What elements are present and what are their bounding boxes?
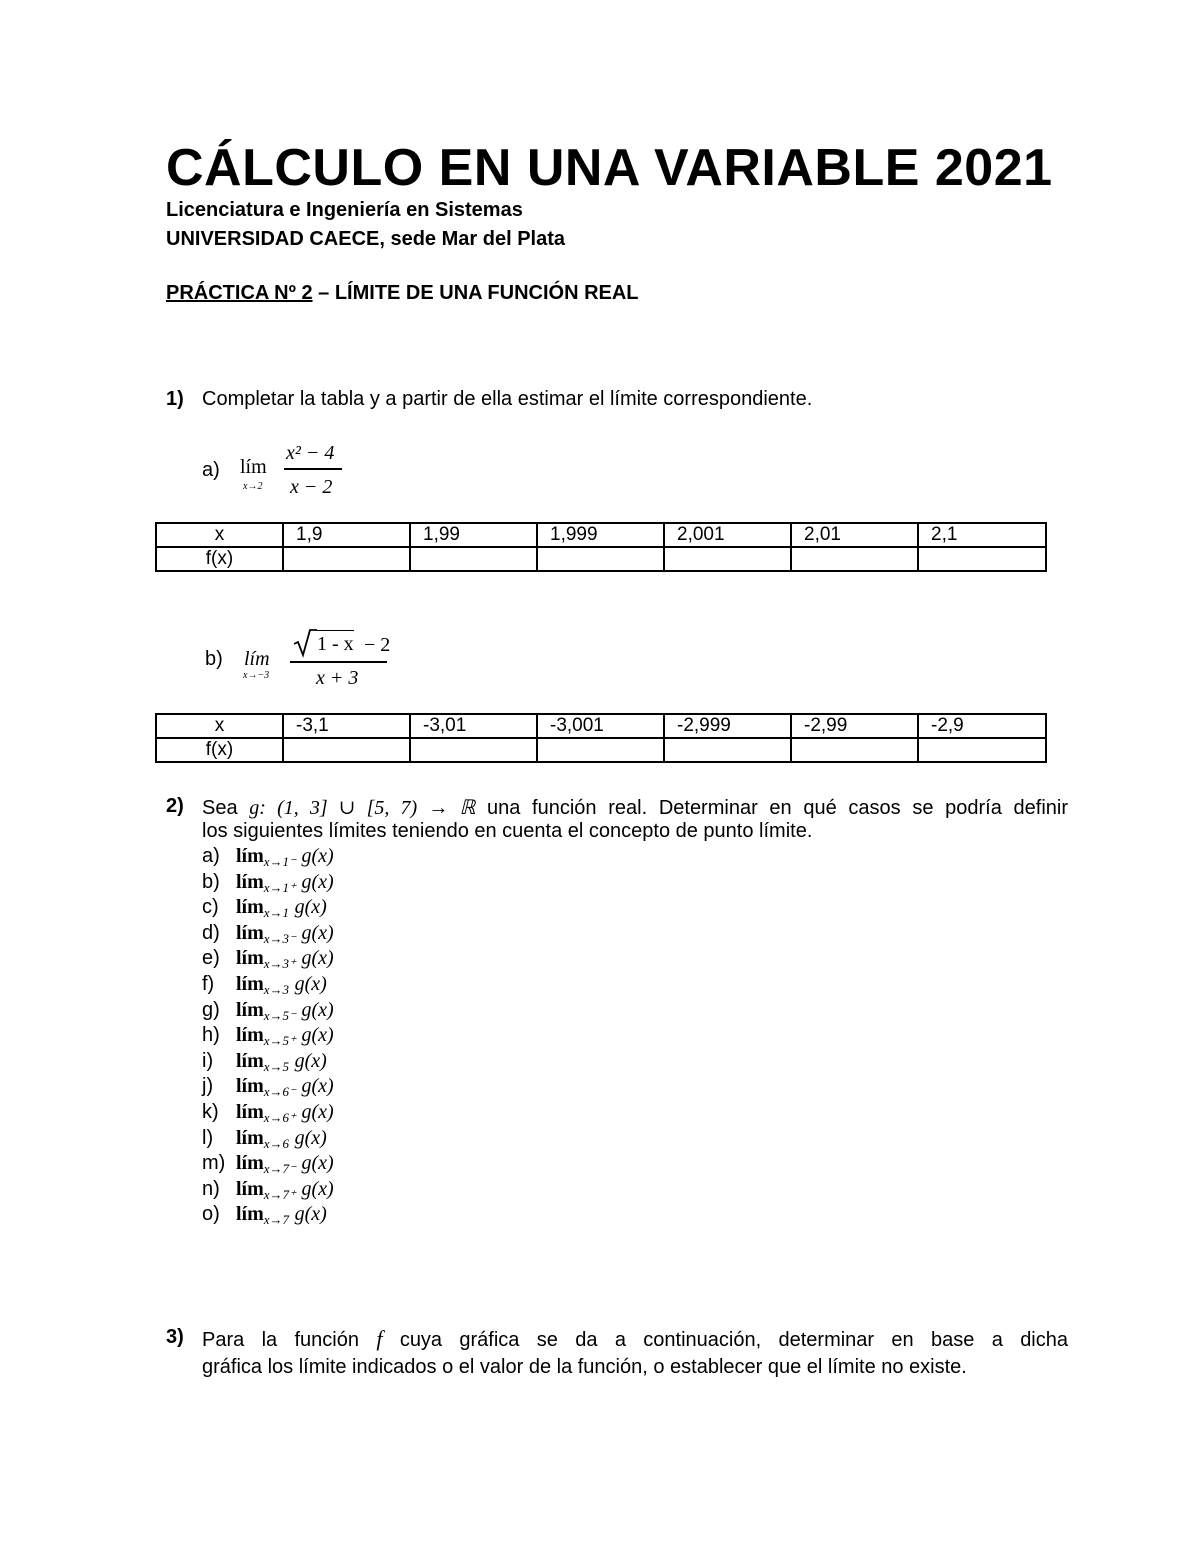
ex1a-x-value: 1,999 [537,523,664,547]
ex1b-x-value: -2,999 [664,714,791,738]
ex1b-fx-cell[interactable] [410,738,537,762]
limit-item-label: l) [202,1126,214,1149]
subtitle-university: UNIVERSIDAD CAECE, sede Mar del Plata [166,228,565,250]
limit-word: lím [236,921,264,944]
ex1a-fx-cell[interactable] [537,547,664,571]
limit-item-label: j) [202,1075,214,1098]
limit-subscript: x→5⁺ [263,1033,296,1049]
limit-item-label: h) [202,1024,220,1047]
ex1b-x-value: -3,001 [537,714,664,738]
subtitle-degree: Licenciatura e Ingeniería en Sistemas [166,199,523,221]
limit-subscript: x→1 [263,905,290,921]
limit-item-label: g) [202,998,220,1021]
table-row [156,714,1046,738]
limit-item-label: m) [202,1152,226,1175]
limit-word: lím [236,1049,264,1072]
exercise-3-line1 [202,1326,1068,1352]
ex1b-lim-sub: x→−3 [243,670,270,681]
table-row [156,523,1046,547]
limit-function: g(x) [301,845,334,867]
ex1b-fx-cell[interactable] [283,738,410,762]
ex1a-numerator: x² − 4 [286,442,335,464]
limit-word: lím [236,947,264,970]
limit-word: lím [236,845,264,867]
ex1b-radicand-text: 1 - x [317,633,354,655]
exercise-3-line2: gráfica los límite indicados o el valor de la función, o establecer que el límite no existe. [202,1356,967,1378]
document-title: CÁLCULO EN UNA VARIABLE 2021 [166,139,1053,197]
ex1a-x-value: 1,9 [283,523,410,547]
limit-item-label: k) [202,1101,219,1123]
limit-subscript: x→1⁻ [263,854,296,869]
ex1b-label: b) [205,648,223,670]
ex1b-numerator-rest: − 2 [364,634,391,656]
limit-subscript: x→6 [263,1135,290,1151]
limit-function: g(x) [301,1075,334,1098]
ex1b-fx-header: f(x) [156,738,283,762]
limit-function: g(x) [301,870,334,893]
ex1b-x-header: x [156,714,283,738]
limit-function: g(x) [301,1024,334,1047]
ex1b-table [155,713,1047,763]
ex1b-radicand [317,630,354,656]
ex1b-lim-word: lím [244,648,270,670]
ex1a-x-value: 2,01 [791,523,918,547]
ex1a-fraction-bar [284,468,342,470]
list-item [202,845,334,869]
limit-function: g(x) [301,1152,334,1175]
list-item [202,1024,334,1048]
limit-word: lím [236,1177,264,1200]
limit-item-label: c) [202,896,219,919]
limit-word: lím [236,973,264,995]
ex2-domain-math: g: (1, 3] ∪ [5, 7) → ℝ [249,797,476,819]
ex1b-x-value: -2,99 [791,714,918,738]
limit-subscript: x→7⁻ [263,1161,296,1177]
exercise-3-number: 3) [166,1326,184,1348]
limit-function: g(x) [294,973,327,995]
ex1b-fx-cell[interactable] [664,738,791,762]
ex3-line1-post: cuya gráfica se da a continuación, determinar en base a dicha [399,1329,1069,1351]
ex1b-fraction-bar [290,661,387,663]
list-item [202,896,327,920]
ex1a-fx-cell[interactable] [664,547,791,571]
ex1b-x-value: -3,01 [410,714,537,738]
list-item [202,922,334,946]
ex1a-label: a) [202,459,220,481]
ex1b-fx-cell[interactable] [537,738,664,762]
limit-item-label: i) [202,1049,214,1072]
ex1b-fx-cell[interactable] [791,738,918,762]
ex1a-table [155,522,1047,572]
limit-word: lím [236,1126,264,1149]
limit-item-label: f) [202,973,215,995]
limit-subscript: x→1⁺ [263,879,296,895]
list-item [202,973,327,997]
practice-topic: LÍMITE DE UNA FUNCIÓN REAL [334,282,639,304]
exercise-2-line1 [202,795,1068,820]
limit-function: g(x) [294,1203,327,1226]
limit-function: g(x) [294,1126,327,1149]
limit-word: lím [236,896,264,919]
limit-function: g(x) [301,921,334,944]
ex1a-denominator: x − 2 [290,476,333,498]
limit-function: g(x) [301,998,334,1021]
limit-item-label: o) [202,1203,220,1226]
ex1b-denominator: x + 3 [316,667,359,689]
list-item [202,947,334,971]
list-item [202,871,334,895]
limit-word: lím [236,1203,264,1226]
limit-function: g(x) [301,1101,334,1123]
limit-function: g(x) [301,947,334,970]
ex1a-fx-cell[interactable] [410,547,537,571]
limit-subscript: x→5⁻ [263,1007,296,1023]
limit-word: lím [236,1075,264,1098]
limit-subscript: x→6⁺ [263,1110,296,1125]
ex1a-fx-cell[interactable] [918,547,1046,571]
list-item [202,1178,334,1202]
limit-subscript: x→3⁻ [263,930,296,946]
list-item [202,1127,327,1151]
ex1a-fx-header: f(x) [156,547,283,571]
limit-function: g(x) [294,1049,327,1072]
practice-number: PRÁCTICA Nº 2 [166,282,313,304]
ex1a-x-header: x [156,523,283,547]
limit-item-label: d) [202,921,220,944]
ex2-sea: Sea [202,797,238,819]
limit-word: lím [236,870,264,893]
ex1b-fx-cell[interactable] [918,738,1046,762]
limit-subscript: x→3⁺ [263,956,296,972]
ex1a-x-value: 2,1 [918,523,1046,547]
ex3-fvar: f [376,1326,383,1351]
limit-subscript: x→6⁻ [263,1084,296,1100]
limit-subscript: x→7⁺ [263,1186,296,1202]
ex1a-x-value: 1,99 [410,523,537,547]
exercise-2-number: 2) [166,795,184,817]
limit-function: g(x) [294,896,327,919]
exercise-2-line2: los siguientes límites teniendo en cuenta el concepto de punto límite. [202,820,813,842]
limit-subscript: x→3 [263,982,290,997]
ex1a-x-value: 2,001 [664,523,791,547]
practice-heading [166,282,639,305]
list-item [202,1075,334,1099]
ex1a-fx-cell[interactable] [283,547,410,571]
practice-separator: – [312,282,335,304]
ex3-line1-pre: Para la función [202,1329,359,1351]
limit-word: lím [236,1024,264,1047]
ex1a-lim-word: lím [240,456,267,478]
limit-word: lím [236,1101,264,1123]
limit-word: lím [236,1152,264,1175]
ex1a-lim-sub: x→2 [243,481,263,492]
exercise-1-number: 1) [166,388,184,410]
sqrt-icon [293,628,317,658]
limit-subscript: x→5 [263,1058,290,1074]
limit-item-label: e) [202,947,220,970]
list-item [202,1101,334,1125]
list-item [202,1050,327,1074]
limit-item-label: n) [202,1177,220,1200]
ex1b-x-value: -2,9 [918,714,1046,738]
ex1b-x-value: -3,1 [283,714,410,738]
list-item [202,1152,334,1176]
limit-subscript: x→7 [263,1212,290,1228]
limit-function: g(x) [301,1177,334,1200]
list-item [202,1203,327,1227]
table-row [156,738,1046,762]
table-row [156,547,1046,571]
ex1a-fx-cell[interactable] [791,547,918,571]
limit-word: lím [236,998,264,1021]
limit-item-label: b) [202,870,220,893]
ex2-line1-rest: una función real. Determinar en qué casos se podría definir [487,797,1068,819]
limit-item-label: a) [202,845,220,867]
list-item [202,999,334,1023]
exercise-1-text: Completar la tabla y a partir de ella estimar el límite correspondiente. [202,388,813,410]
